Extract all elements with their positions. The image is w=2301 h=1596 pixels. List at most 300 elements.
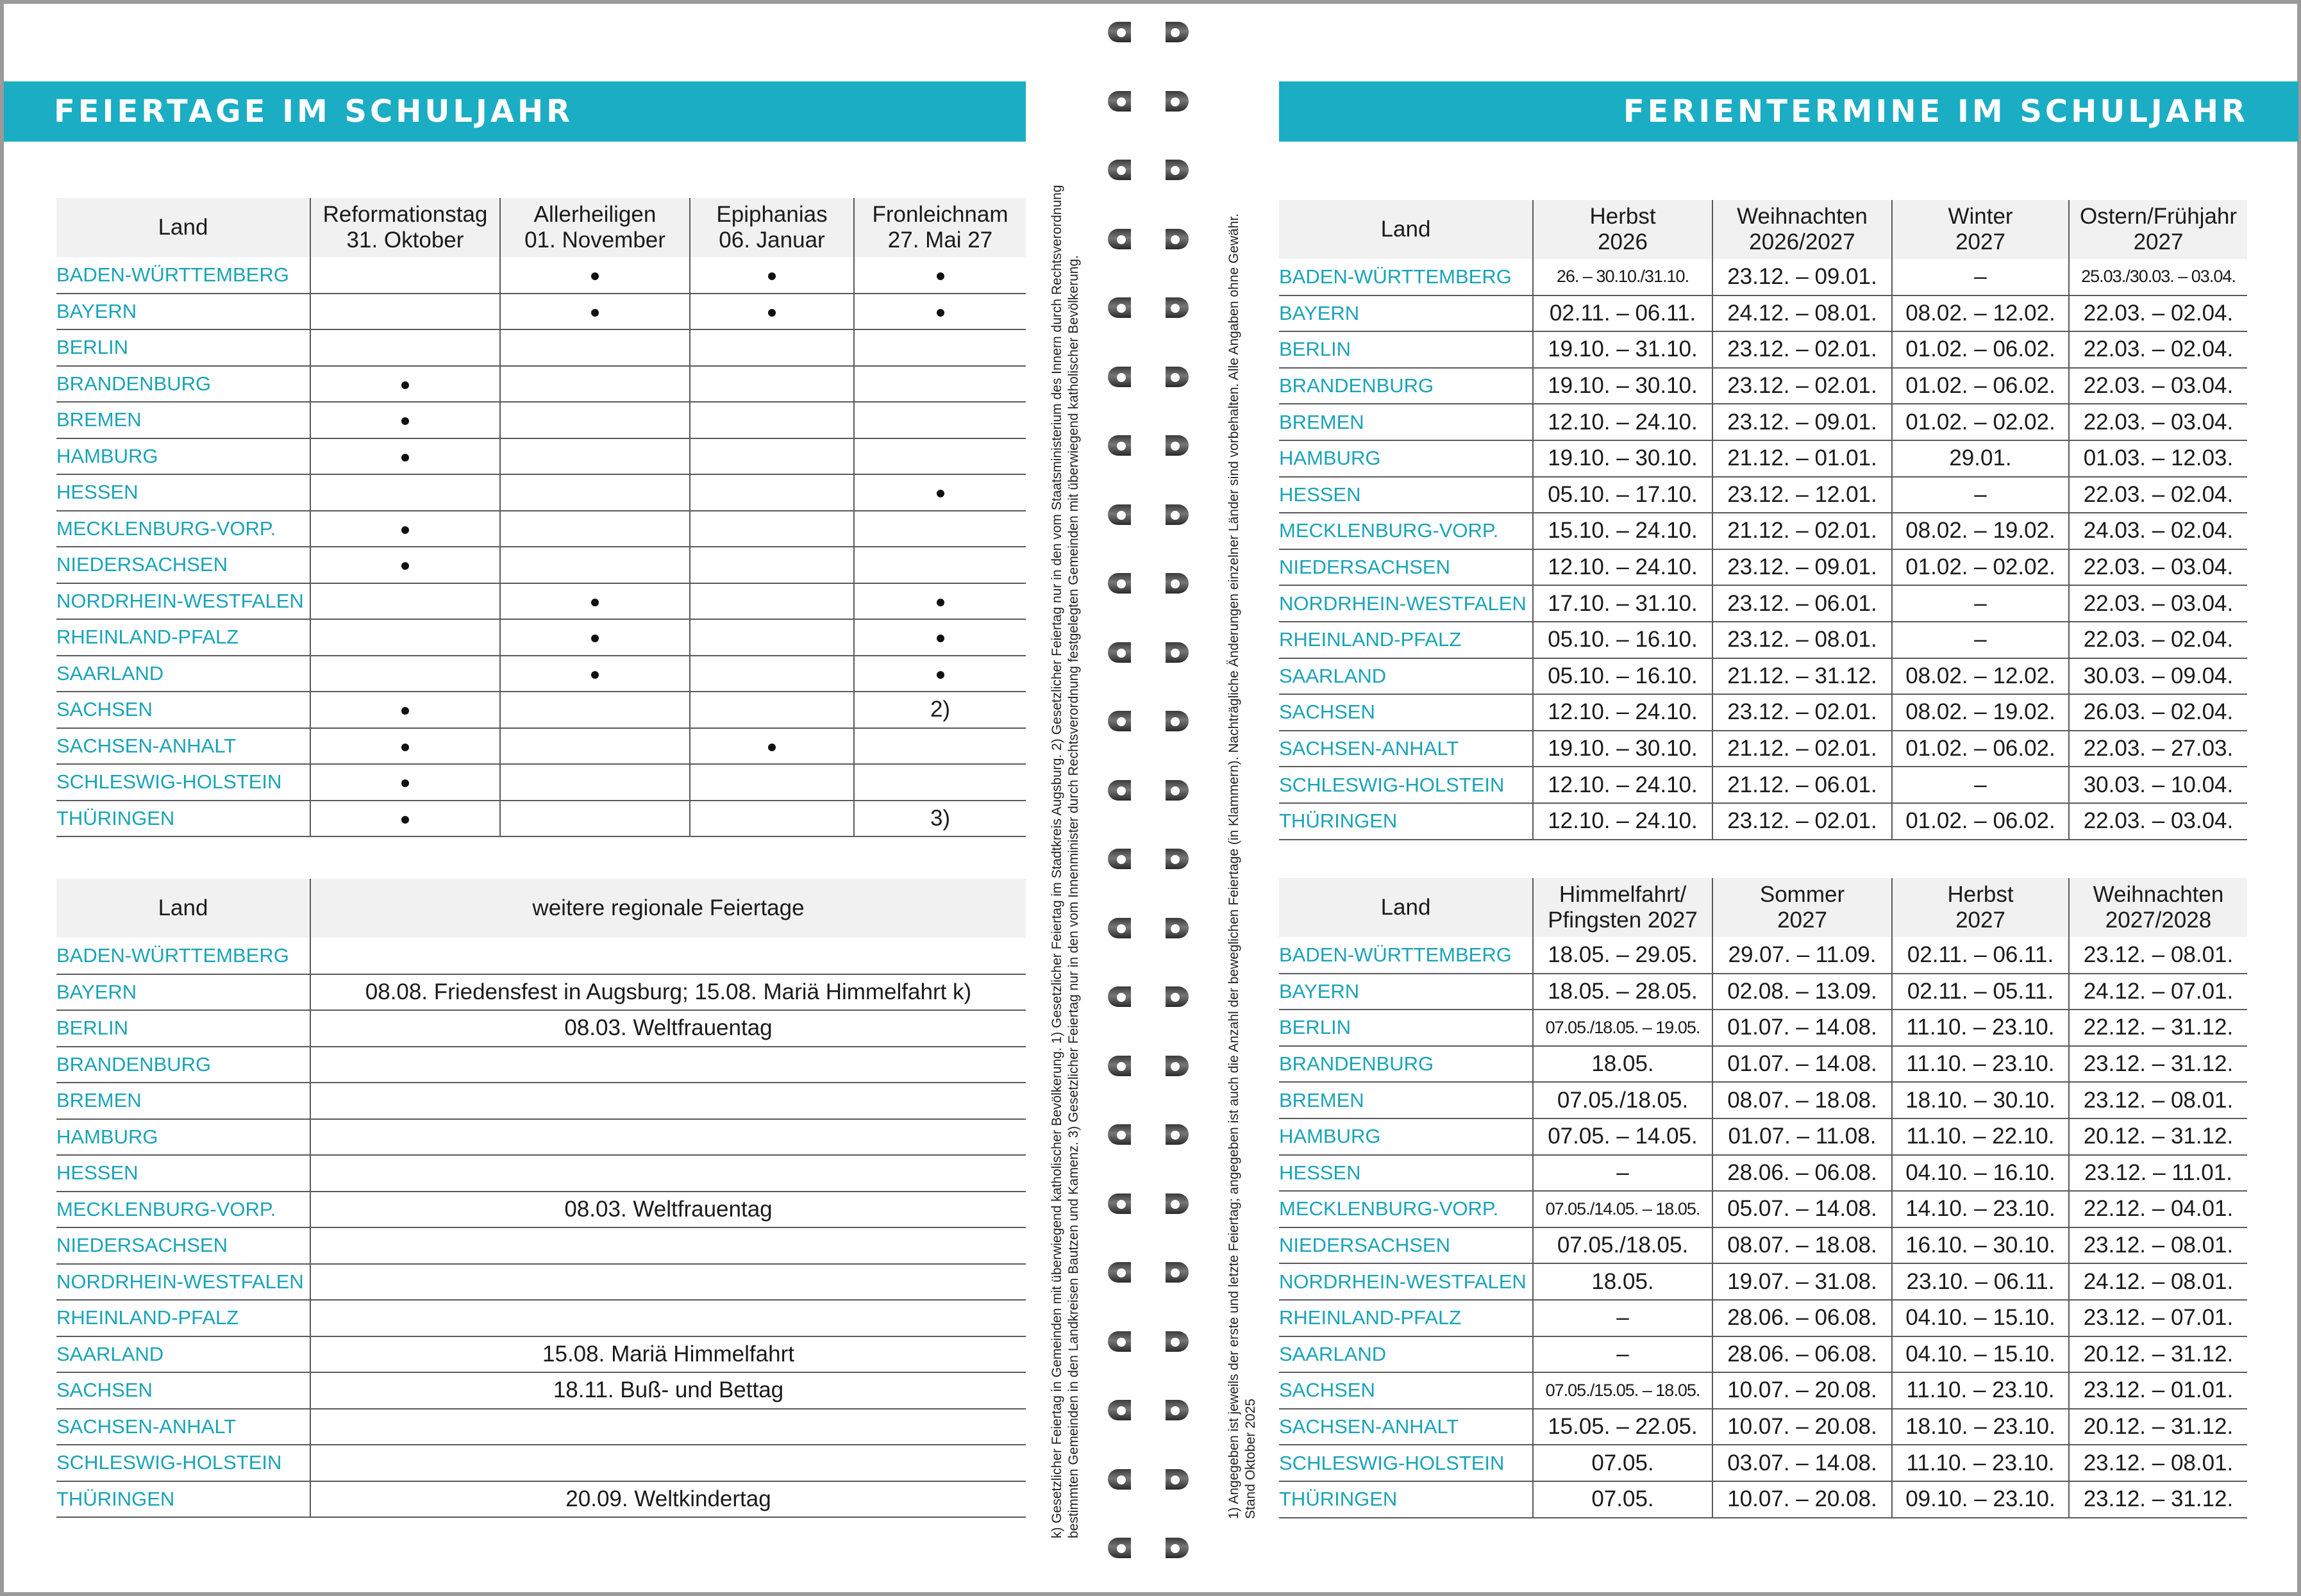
table-cell: 22.03. – 02.04. <box>2069 622 2247 658</box>
table-cell <box>310 1264 1026 1301</box>
state-name: NORDRHEIN-WESTFALEN <box>1279 585 1533 622</box>
table-cell: 18.11. Buß- und Bettag <box>310 1372 1026 1409</box>
table-cell: 22.03. – 03.04. <box>2069 549 2247 586</box>
bullet-icon <box>591 671 599 679</box>
table-cell: 07.05. – 14.05. <box>1533 1118 1712 1155</box>
table-row <box>1279 1082 2247 1118</box>
regional-holidays-table-body <box>56 938 1026 1517</box>
state-name: SCHLESWIG-HOLSTEIN <box>56 764 310 801</box>
column-header-line-2: 2027 <box>2133 229 2184 254</box>
table-row <box>56 294 1026 330</box>
table-cell <box>310 366 500 403</box>
table-cell <box>500 583 690 620</box>
table-row <box>56 474 1026 511</box>
table-cell <box>690 728 854 765</box>
column-header-line-1: Epiphanias <box>716 202 828 227</box>
table-cell <box>500 329 690 366</box>
table-row <box>56 1300 1026 1336</box>
table-row <box>56 728 1026 765</box>
table-cell: 28.06. – 06.08. <box>1712 1300 1892 1336</box>
table-cell: 01.02. – 02.02. <box>1892 404 2069 440</box>
table-cell: 16.10. – 30.10. <box>1892 1227 2069 1264</box>
table-cell: 21.12. – 02.01. <box>1712 731 1892 767</box>
bullet-icon <box>937 309 944 317</box>
table-cell <box>310 692 500 728</box>
column-header-line-1: Land <box>158 215 208 240</box>
table-cell <box>500 294 690 330</box>
table-cell: – <box>1892 622 2069 658</box>
bullet-icon <box>591 635 599 642</box>
table-cell: 10.07. – 20.08. <box>1712 1481 1892 1518</box>
table-cell: 12.10. – 24.10. <box>1533 803 1712 840</box>
state-name: SACHSEN-ANHALT <box>1279 1409 1533 1445</box>
table-row <box>1279 477 2247 513</box>
vacation-table-1-header <box>1279 200 2247 259</box>
bullet-icon <box>768 309 776 317</box>
state-name: RHEINLAND-PFALZ <box>56 1300 310 1336</box>
state-name: BRANDENBURG <box>56 1047 310 1083</box>
state-name: HESSEN <box>56 1155 310 1192</box>
column-header-line-2: 31. Oktober <box>346 228 464 253</box>
table-cell: 02.11. – 05.11. <box>1892 974 2069 1010</box>
table-cell: 22.03. – 02.04. <box>2069 295 2247 332</box>
table-row <box>56 619 1026 656</box>
table-cell: 23.12. – 08.01. <box>2069 937 2247 974</box>
state-name: THÜRINGEN <box>1279 1481 1533 1518</box>
state-name: BAYERN <box>1279 295 1533 332</box>
bullet-icon <box>591 599 599 606</box>
table-cell: 05.10. – 17.10. <box>1533 477 1712 513</box>
left-footnote-line-2: bestimmten Gemeinden in den Landkreisen Bautzen und Kamenz. 3) Gesetzlicher Feiertag nur in den vom Innenminister durch Rechtsverordnung festgelegten Gemeinden mit überwiegend katholischer Bevölkerung. <box>1066 255 1081 1538</box>
bullet-icon <box>401 417 409 425</box>
column-header <box>310 198 500 257</box>
table-cell <box>310 764 500 801</box>
state-name: SCHLESWIG-HOLSTEIN <box>56 1445 310 1481</box>
table-cell: – <box>1533 1155 1712 1192</box>
table-cell: 09.10. – 23.10. <box>1892 1481 2069 1518</box>
table-row <box>1279 259 2247 295</box>
table-row <box>56 329 1026 366</box>
table-row <box>56 692 1026 728</box>
table-cell: 08.07. – 18.08. <box>1712 1227 1892 1264</box>
column-header-line-1: Himmelfahrt/ <box>1559 882 1687 907</box>
table-cell <box>500 801 690 837</box>
table-cell <box>500 656 690 692</box>
table-cell: 21.12. – 06.01. <box>1712 767 1892 803</box>
bullet-icon <box>768 744 776 751</box>
table-cell: 07.05./15.05. – 18.05. <box>1533 1372 1712 1409</box>
state-name: NIEDERSACHSEN <box>1279 1227 1533 1264</box>
table-row <box>1279 1409 2247 1445</box>
table-cell <box>500 438 690 475</box>
state-name: HAMBURG <box>1279 440 1533 477</box>
table-row <box>1279 368 2247 404</box>
state-name: BAYERN <box>1279 974 1533 1010</box>
state-name: SAARLAND <box>56 1336 310 1373</box>
table-row <box>1279 549 2247 586</box>
state-name: RHEINLAND-PFALZ <box>56 619 310 656</box>
table-row <box>56 1372 1026 1409</box>
table-cell: 22.03. – 27.03. <box>2069 731 2247 767</box>
table-cell: 08.08. Friedensfest in Augsburg; 15.08. Mariä Himmelfahrt k) <box>310 974 1026 1011</box>
spiral-ring-icon <box>1108 1325 1189 1359</box>
bullet-icon <box>401 381 409 389</box>
column-header-line-2: 2027 <box>1955 908 2005 933</box>
table-cell <box>690 474 854 511</box>
spiral-ring-icon <box>1108 429 1189 463</box>
table-cell: 23.12. – 08.01. <box>2069 1082 2247 1118</box>
table-cell: 07.05./18.05. – 19.05. <box>1533 1010 1712 1046</box>
table-cell: 22.03. – 03.04. <box>2069 368 2247 404</box>
table-cell <box>500 511 690 547</box>
column-header <box>690 198 854 257</box>
table-row <box>56 656 1026 692</box>
table-cell: 23.12. – 08.01. <box>2069 1227 2247 1264</box>
state-name: MECKLENBURG-VORP. <box>1279 513 1533 549</box>
spiral-ring-icon <box>1108 222 1189 257</box>
bullet-icon <box>768 272 776 280</box>
state-name: BAYERN <box>56 294 310 330</box>
table-row <box>56 974 1026 1011</box>
state-name: BREMEN <box>56 1083 310 1119</box>
state-name: NORDRHEIN-WESTFALEN <box>56 1264 310 1301</box>
table-cell: 01.02. – 06.02. <box>1892 331 2069 368</box>
table-cell: 19.10. – 30.10. <box>1533 440 1712 477</box>
column-header <box>1712 200 1892 259</box>
table-cell: 19.10. – 31.10. <box>1533 331 1712 368</box>
table-row <box>1279 295 2247 332</box>
table-cell <box>854 583 1026 620</box>
table-cell: 12.10. – 24.10. <box>1533 694 1712 731</box>
column-header-line-1: Herbst <box>1589 204 1656 229</box>
table-cell: 04.10. – 15.10. <box>1892 1336 2069 1373</box>
state-name: BREMEN <box>1279 404 1533 440</box>
spiral-ring-icon <box>1108 567 1189 601</box>
bullet-icon <box>937 671 944 679</box>
column-header-line-1: Herbst <box>1947 882 2014 907</box>
state-name: MECKLENBURG-VORP. <box>56 1192 310 1228</box>
table-row <box>56 1047 1026 1083</box>
table-cell: 01.02. – 06.02. <box>1892 368 2069 404</box>
table-cell: 02.11. – 06.11. <box>1533 295 1712 332</box>
column-header-line-2: 01. November <box>524 228 665 253</box>
table-cell <box>310 1445 1026 1481</box>
table-cell: 08.02. – 12.02. <box>1892 658 2069 695</box>
column-header-line-1: Weihnachten <box>2093 882 2224 907</box>
vacation-table-1 <box>1279 200 2247 840</box>
table-cell <box>690 438 854 475</box>
state-name: NORDRHEIN-WESTFALEN <box>1279 1263 1533 1300</box>
table-cell: 18.05. <box>1533 1263 1712 1300</box>
spiral-binding <box>1090 0 1205 1596</box>
table-cell: 01.03. – 12.03. <box>2069 440 2247 477</box>
table-cell: 01.07. – 14.08. <box>1712 1046 1892 1083</box>
table-cell: 03.07. – 14.08. <box>1712 1445 1892 1481</box>
bullet-icon <box>401 744 409 751</box>
holidays-table-body <box>56 257 1026 836</box>
table-row <box>56 1481 1026 1518</box>
table-row <box>56 1409 1026 1445</box>
state-name: HAMBURG <box>1279 1118 1533 1155</box>
table-cell <box>310 402 500 438</box>
bullet-icon <box>591 309 599 317</box>
table-cell: 23.10. – 06.11. <box>1892 1263 2069 1300</box>
column-header <box>1712 878 1892 937</box>
table-cell <box>310 583 500 620</box>
table-cell: 20.09. Weltkindertag <box>310 1481 1026 1518</box>
table-cell: 19.10. – 30.10. <box>1533 368 1712 404</box>
table-cell <box>310 329 500 366</box>
table-cell: 23.12. – 09.01. <box>1712 259 1892 295</box>
table-cell: 20.12. – 31.12. <box>2069 1336 2247 1373</box>
table-cell: 25.03./30.03. – 03.04. <box>2069 259 2247 295</box>
table-cell: 21.12. – 01.01. <box>1712 440 1892 477</box>
column-header-line-1: Winter <box>1948 204 2013 229</box>
column-header-line-2: 2027/2028 <box>2105 908 2212 933</box>
table-cell <box>690 511 854 547</box>
table-cell: 23.12. – 11.01. <box>2069 1155 2247 1192</box>
column-header-line-1: Land <box>1380 217 1431 242</box>
table-cell: 17.10. – 31.10. <box>1533 585 1712 622</box>
table-cell: – <box>1892 767 2069 803</box>
column-header-line-2: 2027 <box>1955 229 2005 254</box>
state-name: SACHSEN <box>1279 694 1533 731</box>
table-cell: 23.12. – 07.01. <box>2069 1300 2247 1336</box>
table-cell: 04.10. – 15.10. <box>1892 1300 2069 1336</box>
holidays-table-header <box>56 198 1026 257</box>
table-row <box>1279 1118 2247 1155</box>
table-row <box>1279 1445 2247 1481</box>
table-row <box>1279 1300 2247 1336</box>
table-cell <box>310 1409 1026 1445</box>
bullet-icon <box>937 272 944 280</box>
table-cell <box>690 402 854 438</box>
bullet-icon <box>401 526 409 534</box>
table-cell: 18.10. – 23.10. <box>1892 1409 2069 1445</box>
table-cell: 22.03. – 03.04. <box>2069 404 2247 440</box>
holidays-table <box>56 198 1026 837</box>
table-cell: 22.03. – 03.04. <box>2069 803 2247 840</box>
table-row <box>56 1155 1026 1192</box>
table-cell: 29.07. – 11.09. <box>1712 937 1892 974</box>
table-cell <box>310 294 500 330</box>
table-cell: 12.10. – 24.10. <box>1533 549 1712 586</box>
right-footnote-line-2: Stand Oktober 2025 <box>1243 1399 1258 1519</box>
state-name: RHEINLAND-PFALZ <box>1279 622 1533 658</box>
table-cell: 05.10. – 16.10. <box>1533 658 1712 695</box>
state-name: SACHSEN-ANHALT <box>56 1409 310 1445</box>
table-cell <box>690 366 854 403</box>
spiral-ring-icon <box>1108 636 1189 670</box>
column-header <box>1533 878 1712 937</box>
table-cell <box>854 728 1026 765</box>
table-row <box>1279 1481 2247 1518</box>
state-name: BRANDENBURG <box>1279 1046 1533 1083</box>
table-row <box>1279 1263 2247 1300</box>
table-cell <box>310 1155 1026 1192</box>
table-row <box>56 547 1026 583</box>
state-name: SAARLAND <box>56 656 310 692</box>
table-row <box>1279 803 2247 840</box>
table-row <box>56 1083 1026 1119</box>
spiral-ring-icon <box>1108 1531 1189 1566</box>
table-cell <box>854 366 1026 403</box>
state-name: BRANDENBURG <box>56 366 310 403</box>
table-cell <box>690 619 854 656</box>
table-cell <box>854 329 1026 366</box>
table-cell: 01.07. – 14.08. <box>1712 1010 1892 1046</box>
right-footnote <box>1226 109 1259 1519</box>
state-name: SCHLESWIG-HOLSTEIN <box>1279 767 1533 803</box>
column-header <box>2069 878 2247 937</box>
table-cell <box>854 764 1026 801</box>
table-row <box>56 511 1026 547</box>
vacation-table-1-body <box>1279 259 2247 840</box>
table-cell: 20.12. – 31.12. <box>2069 1409 2247 1445</box>
table-cell: 04.10. – 16.10. <box>1892 1155 2069 1192</box>
table-row <box>56 402 1026 438</box>
table-cell <box>690 801 854 837</box>
bullet-icon <box>937 635 944 642</box>
table-cell: 23.12. – 12.01. <box>1712 477 1892 513</box>
bullet-icon <box>401 454 409 461</box>
table-cell: 23.12. – 08.01. <box>2069 1445 2247 1481</box>
right-footnote-line-1: 1) Angegeben ist jeweils der erste und letzte Feiertag; angegeben ist auch die Anzahl der beweglichen Feiertage (in Klammern). Nachträgliche Änderungen einzelner Länder sind vorbehalten. Alle Angaben ohne Gewähr. <box>1226 213 1241 1519</box>
table-cell: 23.12. – 08.01. <box>1712 622 1892 658</box>
column-header-line-2: 06. Januar <box>719 228 825 253</box>
column-header-line-1: Reformationstag <box>322 202 488 227</box>
vacation-table-2-body <box>1279 937 2247 1518</box>
table-cell <box>854 474 1026 511</box>
bullet-icon <box>937 490 944 497</box>
table-cell: 01.02. – 02.02. <box>1892 549 2069 586</box>
table-cell <box>310 1227 1026 1264</box>
table-cell <box>854 257 1026 294</box>
table-cell: 21.12. – 31.12. <box>1712 658 1892 695</box>
table-cell: 05.07. – 14.08. <box>1712 1191 1892 1227</box>
table-cell <box>310 1083 1026 1119</box>
bullet-icon <box>401 562 409 570</box>
vacation-table-2-header <box>1279 878 2247 937</box>
table-cell: 02.08. – 13.09. <box>1712 974 1892 1010</box>
table-cell <box>854 511 1026 547</box>
table-cell <box>500 474 690 511</box>
column-header-line-1: Allerheiligen <box>533 202 657 227</box>
column-header-line-1: Sommer <box>1759 882 1845 907</box>
table-row <box>1279 1191 2247 1227</box>
state-name: SACHSEN <box>56 692 310 728</box>
state-name: BERLIN <box>1279 1010 1533 1046</box>
table-cell: 15.05. – 22.05. <box>1533 1409 1712 1445</box>
state-name: HESSEN <box>1279 1155 1533 1192</box>
table-cell: 24.12. – 08.01. <box>2069 1263 2247 1300</box>
column-header-line-2: 2027 <box>1777 908 1827 933</box>
state-name: BERLIN <box>56 1010 310 1047</box>
table-cell: 23.12. – 06.01. <box>1712 585 1892 622</box>
state-name: SAARLAND <box>1279 658 1533 695</box>
table-cell <box>854 547 1026 583</box>
table-cell: 08.03. Weltfrauentag <box>310 1010 1026 1047</box>
column-header <box>2069 200 2247 259</box>
table-row <box>1279 513 2247 549</box>
table-cell: 22.03. – 02.04. <box>2069 477 2247 513</box>
table-row <box>1279 622 2247 658</box>
table-cell <box>310 1047 1026 1083</box>
column-header: Land <box>56 879 310 938</box>
spiral-ring-icon <box>1108 774 1189 808</box>
table-cell: 07.05./18.05. <box>1533 1082 1712 1118</box>
state-name: BADEN-WÜRTTEMBERG <box>1279 259 1533 295</box>
state-name: THÜRINGEN <box>1279 803 1533 840</box>
table-row <box>1279 1046 2247 1083</box>
table-cell: 12.10. – 24.10. <box>1533 767 1712 803</box>
table-cell <box>854 438 1026 475</box>
table-cell: 07.05./18.05. <box>1533 1227 1712 1264</box>
table-cell: 15.08. Mariä Himmelfahrt <box>310 1336 1026 1373</box>
column-header <box>1279 200 1533 259</box>
table-cell <box>854 294 1026 330</box>
right-page-title: FERIENTERMINE IM SCHULJAHR <box>1279 81 2298 142</box>
state-name: RHEINLAND-PFALZ <box>1279 1300 1533 1336</box>
table-cell: 11.10. – 22.10. <box>1892 1118 2069 1155</box>
column-header <box>56 198 310 257</box>
table-cell: – <box>1533 1336 1712 1373</box>
spiral-ring-icon <box>1108 704 1189 739</box>
table-cell: 23.12. – 02.01. <box>1712 694 1892 731</box>
state-name: BERLIN <box>1279 331 1533 368</box>
table-cell: 19.07. – 31.08. <box>1712 1263 1892 1300</box>
column-header <box>1892 878 2069 937</box>
table-cell <box>690 764 854 801</box>
table-cell <box>310 801 500 837</box>
table-cell <box>310 547 500 583</box>
table-cell <box>690 294 854 330</box>
table-cell: 10.07. – 20.08. <box>1712 1372 1892 1409</box>
table-cell: 11.10. – 23.10. <box>1892 1445 2069 1481</box>
table-row <box>1279 1372 2247 1409</box>
table-cell: 23.12. – 09.01. <box>1712 404 1892 440</box>
table-cell: 18.05. <box>1533 1046 1712 1083</box>
table-cell: 26.03. – 02.04. <box>2069 694 2247 731</box>
table-cell: 01.07. – 11.08. <box>1712 1118 1892 1155</box>
table-cell: 07.05. <box>1533 1445 1712 1481</box>
table-cell: 23.12. – 31.12. <box>2069 1481 2247 1518</box>
state-name: HESSEN <box>1279 477 1533 513</box>
table-cell: 23.12. – 02.01. <box>1712 368 1892 404</box>
table-row <box>1279 658 2247 695</box>
table-row <box>56 366 1026 403</box>
column-header-line-2: 27. Mai 27 <box>887 228 993 253</box>
table-row <box>1279 1227 2247 1264</box>
table-cell <box>500 692 690 728</box>
bullet-icon <box>401 816 409 824</box>
spiral-ring-icon <box>1108 1049 1189 1084</box>
table-cell: 22.03. – 03.04. <box>2069 585 2247 622</box>
table-row <box>1279 440 2247 477</box>
spiral-ring-icon <box>1108 15 1189 50</box>
table-cell <box>310 938 1026 974</box>
table-cell: 08.02. – 12.02. <box>1892 295 2069 332</box>
state-name: MECKLENBURG-VORP. <box>1279 1191 1533 1227</box>
bullet-icon <box>401 779 409 787</box>
spiral-ring-icon <box>1108 1393 1189 1428</box>
state-name: HAMBURG <box>56 1119 310 1156</box>
table-cell: 29.01. <box>1892 440 2069 477</box>
table-cell: 28.06. – 06.08. <box>1712 1336 1892 1373</box>
table-cell: 07.05./14.05. – 18.05. <box>1533 1191 1712 1227</box>
table-cell <box>310 1300 1026 1336</box>
table-cell: 18.10. – 30.10. <box>1892 1082 2069 1118</box>
